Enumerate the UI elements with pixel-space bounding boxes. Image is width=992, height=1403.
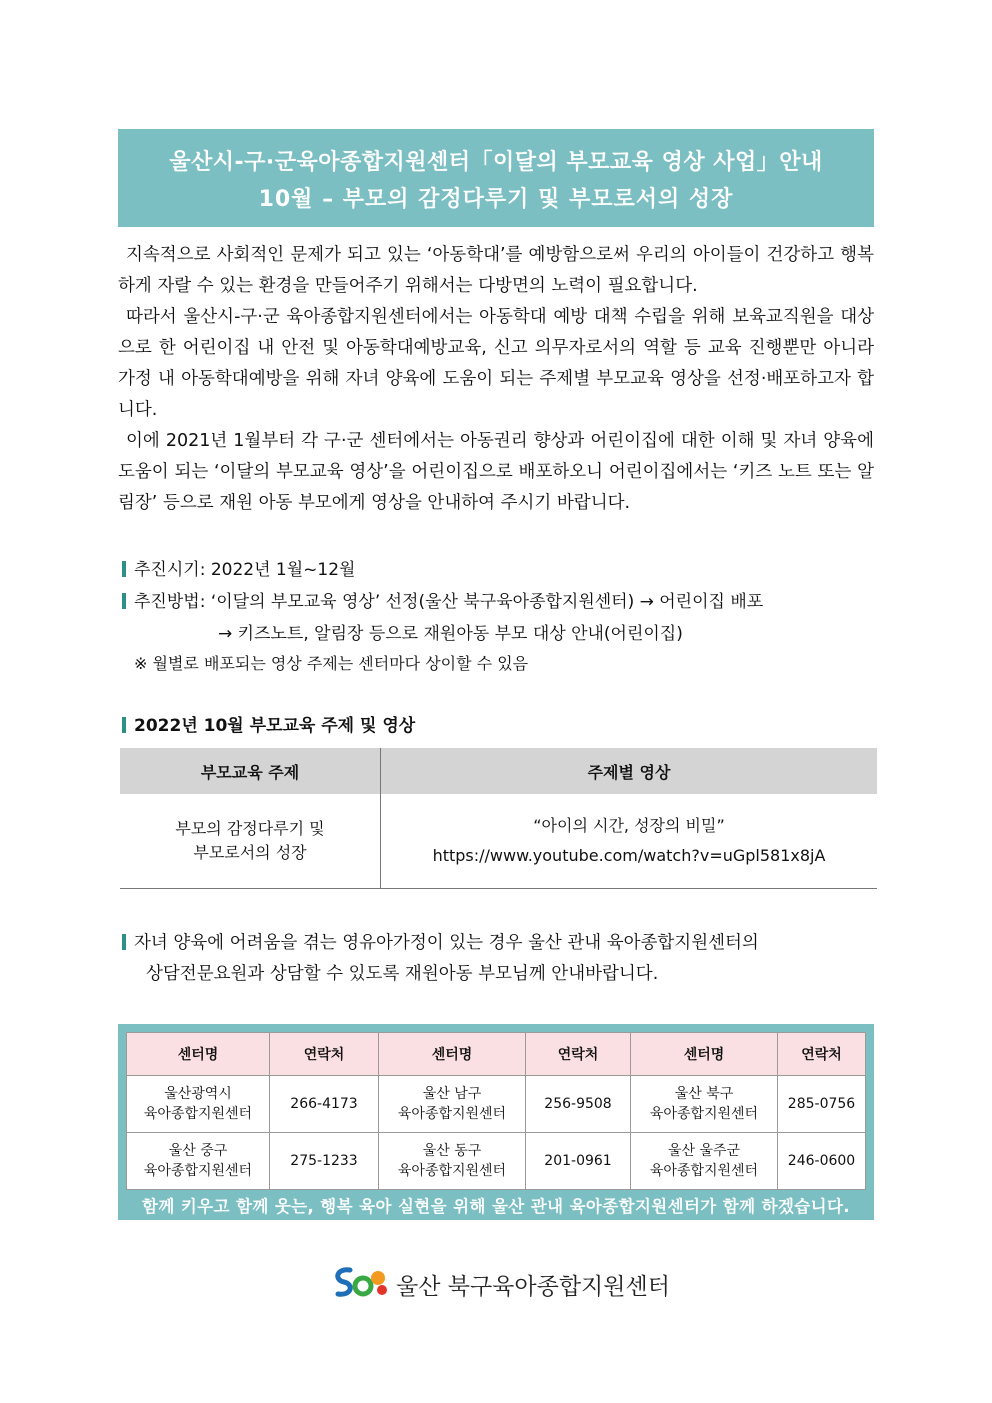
plan-note: ※ 월별로 배포되는 영상 주제는 센터마다 상이할 수 있음 [134,654,529,673]
title-line-1: 울산시-구·군육아종합지원센터「이달의 부모교육 영상 사업」안내 [169,150,823,175]
topic-cell [120,794,381,889]
center-phone: 201-0961 [526,1133,631,1190]
topic-line-2: 부모로서의 성장 [193,843,307,862]
center-name [127,1133,270,1190]
title-line-2: 10월 – 부모의 감정다루기 및 부모로서의 성장 [258,187,734,212]
header-center-1: 센터명 [127,1033,270,1076]
bullet-bar-icon [122,717,126,733]
bullet-bar-icon [122,934,126,950]
center-name-line-2: 육아종합지원센터 [649,1163,759,1179]
organization-name: 울산 북구육아종합지원센터 [396,1274,670,1300]
center-name-line-1: 울산 북구 [674,1086,734,1102]
plan-period [122,555,355,580]
topic-table [120,748,877,889]
intro-text [118,240,874,519]
counsel-line-2: 상담전문요원과 상담할 수 있도록 재원아동 부모님께 안내바랍니다. [146,964,659,984]
section-title-text: 2022년 10월 부모교육 주제 및 영상 [134,716,416,736]
center-name-line-2: 육아종합지원센터 [649,1106,759,1122]
center-name-line-2: 육아종합지원센터 [143,1163,253,1179]
center-name-line-1: 울산 울주군 [667,1143,741,1159]
table-row [127,1133,866,1190]
section-title [122,711,415,736]
center-phone: 256-9508 [526,1076,631,1133]
video-title: “아이의 시간, 성장의 비밀” [533,816,725,835]
center-name-line-2: 육아종합지원센터 [397,1163,507,1179]
header-phone-2: 연락처 [526,1033,631,1076]
header-phone-3: 연락처 [778,1033,866,1076]
center-name [631,1133,778,1190]
center-phone: 275-1233 [270,1133,379,1190]
topic-table-header [120,748,877,794]
center-name-line-1: 울산 중구 [168,1143,228,1159]
plan-method-line-1: 추진방법: ‘이달의 부모교육 영상’ 선정(울산 북구육아종합지원센터) → 어린이집 배포 [134,592,764,612]
counsel-notice [122,928,874,990]
center-name-line-2: 육아종합지원센터 [143,1106,253,1122]
intro-paragraph-3: 이에 2021년 1월부터 각 구·군 센터에서는 아동권리 향상과 어린이집에 대한 이해 및 자녀 양육에 도움이 되는 ‘이달의 부모교육 영상’을 어린이집으로 배포하오니 어린이집에서는 ‘키즈 노트 또는 알림장’ 등으로 재원 아동 부모에게 영상을 안내하여 주시기 바랍니다. [118,431,874,513]
center-name-line-1: 울산광역시 [164,1086,232,1102]
video-url-link[interactable]: https://www.youtube.com/watch?v=uGpl581x8jA [432,846,826,865]
header-center-3: 센터명 [631,1033,778,1076]
contact-box [118,1024,874,1220]
bullet-bar-icon [122,593,126,609]
center-phone: 266-4173 [270,1076,379,1133]
bullet-bar-icon [122,561,126,577]
center-name [127,1076,270,1133]
counsel-line-1-text: 자녀 양육에 어려움을 겪는 영유아가정이 있는 경우 울산 관내 육아종합지원센터의 [134,933,759,953]
contact-table-header [127,1033,866,1076]
center-name-line-1: 울산 동구 [422,1143,482,1159]
organization-logo-icon [330,1262,390,1302]
header-phone-1: 연락처 [270,1033,379,1076]
center-name-line-2: 육아종합지원센터 [397,1106,507,1122]
counsel-line-1 [122,928,874,959]
contact-table [126,1032,866,1190]
plan-period-text: 추진시기: 2022년 1월~12월 [134,560,356,580]
center-phone: 285-0756 [778,1076,866,1133]
intro-paragraph-2: 따라서 울산시-구·군 육아종합지원센터에서는 아동학대 예방 대책 수립을 위해 보육교직원을 대상으로 한 어린이집 내 안전 및 아동학대예방교육, 신고 의무자로서의 역할 등 교육 진행뿐만 아니라 가정 내 아동학대예방을 위해 자녀 양육에 도움이 되는 주제별 부모교육 영상을 선정·배포하고자 합니다. [118,307,874,420]
center-name [379,1133,526,1190]
header-center-2: 센터명 [379,1033,526,1076]
header-topic: 부모교육 주제 [120,748,381,794]
table-row [120,794,877,889]
plan-method-line-2: → 키즈노트, 알림장 등으로 재원아동 부모 대상 안내(어린이집) [218,624,683,644]
center-name-line-1: 울산 남구 [422,1086,482,1102]
table-row [127,1076,866,1133]
plan-method [122,587,763,612]
video-cell [381,794,878,889]
center-name [379,1076,526,1133]
topic-line-1: 부모의 감정다루기 및 [175,819,325,838]
header-video: 주제별 영상 [381,748,878,794]
center-name [631,1076,778,1133]
contact-footer-message: 함께 키우고 함께 웃는, 행복 육아 실현을 위해 울산 관내 육아종합지원센터가 함께 하겠습니다. [142,1197,850,1216]
center-phone: 246-0600 [778,1133,866,1190]
title-banner [118,129,874,227]
intro-paragraph-1: 지속적으로 사회적인 문제가 되고 있는 ‘아동학대’를 예방함으로써 우리의 아이들이 건강하고 행복하게 자랄 수 있는 환경을 만들어주기 위해서는 다방면의 노력이 필요합니다. [118,245,874,296]
